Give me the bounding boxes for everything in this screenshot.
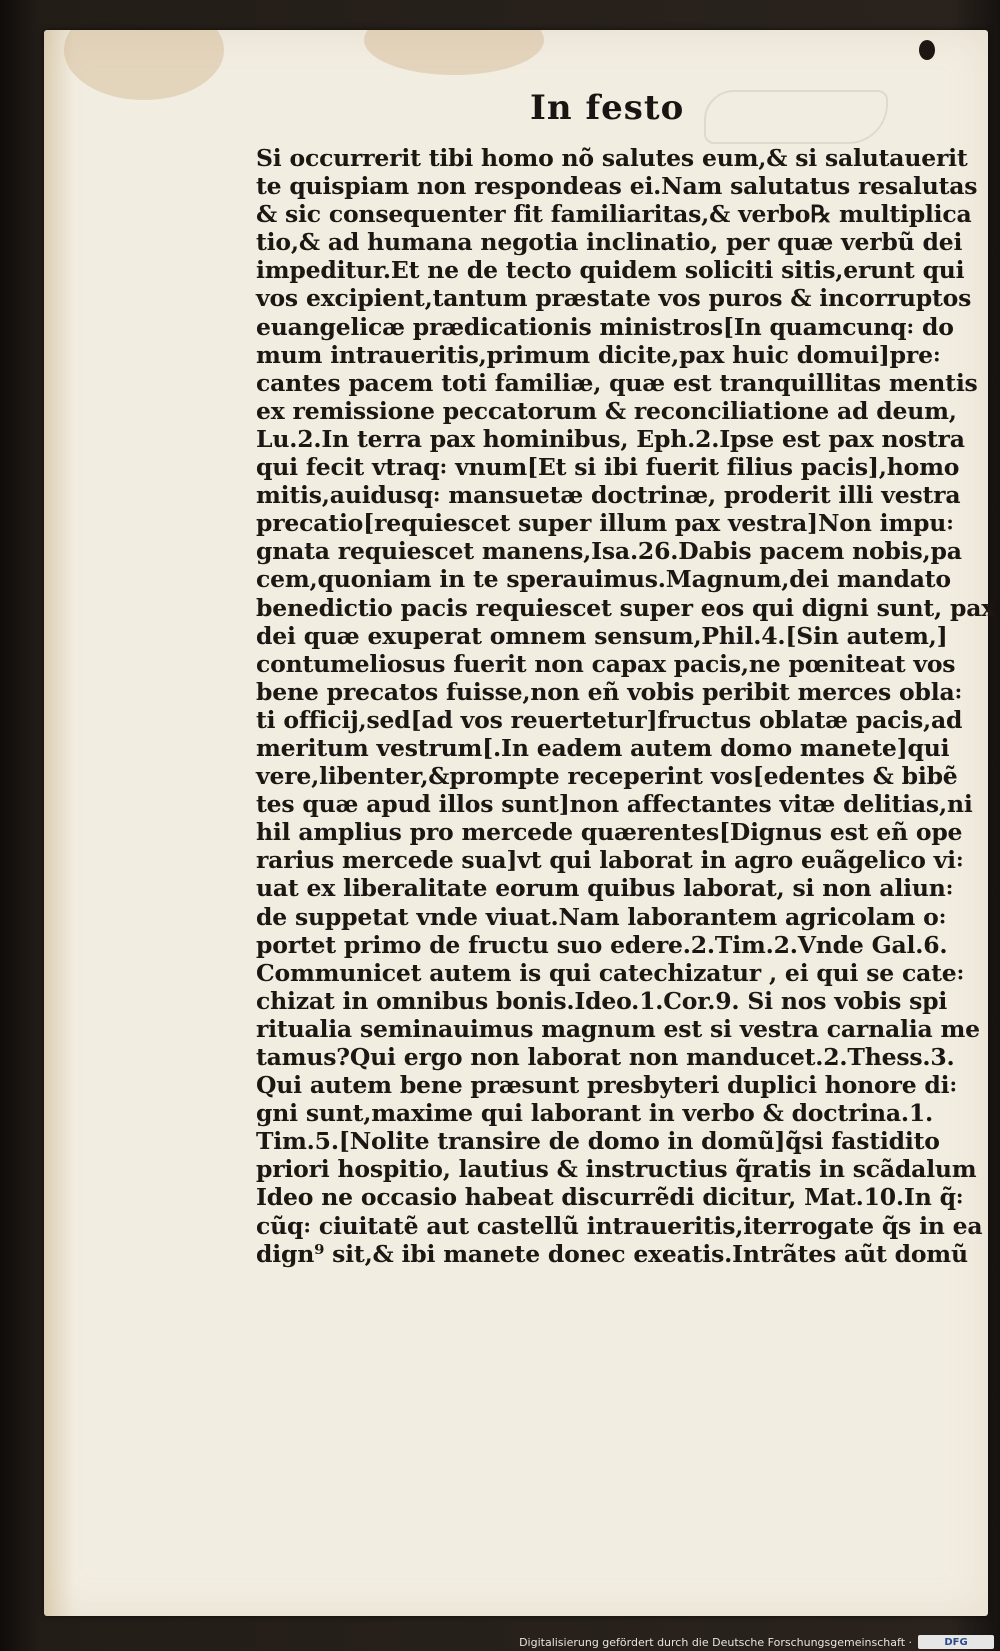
text-line: tio,& ad humana negotia inclinatio, per quæ verbũ dei [256,228,963,257]
text-line: Si occurrerit tibi homo nõ salutes eum,& si salutauerit [256,144,968,172]
text-line: meritum vestrum[.In eadem autem domo manete]qui [256,733,950,762]
page-stain [364,30,544,75]
text-line: hil amplius pro mercede quærentes[Dignus est eñ ope [256,818,963,847]
text-line: euangelicæ prædicationis ministros[In quamcunq꞉ do [256,312,954,341]
text-line: qui fecit vtraq꞉ vnum[Et si ibi fuerit filius pacis],homo [256,453,960,482]
text-line: Communicet autem is qui catechizatur , ei qui se cate꞉ [256,958,965,987]
text-line: te quispiam non respondeas ei.Nam salutatus resalutas [256,172,978,201]
text-line: cantes pacem toti familiæ, quæ est tranquillitas mentis [256,368,978,397]
text-line: bene precatos fuisse,non eñ vobis peribit merces obla꞉ [256,677,963,706]
text-line: de suppetat vnde viuat.Nam laborantem agricolam o꞉ [256,902,947,931]
text-line: tes quæ apud illos sunt]non affectantes vitæ delitias,ni [256,790,973,819]
text-line: chizat in omnibus bonis.Ideo.1.Cor.9. Si nos vobis spi [256,986,948,1015]
page-stain [64,30,224,100]
text-line: rarius mercede sua]vt qui laborat in agro euãgelico vi꞉ [256,846,964,875]
text-line: cũq꞉ ciuitatẽ aut castellũ intraueritis,iterrogate q̃s in ea [256,1211,983,1240]
text-line: contumeliosus fuerit non capax pacis,ne pœniteat vos [256,649,956,678]
faint-bleed-through-mark [704,90,888,144]
text-line: Lu.2.In terra pax hominibus, Eph.2.Ipse est pax nostra [256,424,965,453]
text-line: precatio[requiescet super illum pax vestra]Non impu꞉ [256,509,954,538]
text-line: cem,quoniam in te sperauimus.Magnum,dei mandato [256,565,951,594]
text-line: gnata requiescet manens,Isa.26.Dabis pacem nobis,pa [256,537,962,566]
text-line: uat ex liberalitate eorum quibus laborat, si non aliun꞉ [256,874,954,903]
text-line: dei quæ exuperat omnem sensum,Phil.4.[Sin autem,] [256,621,948,650]
text-line: gni sunt,maxime qui laborant in verbo & doctrina.1. [256,1099,933,1128]
text-line: portet primo de fructu suo edere.2.Tim.2.Vnde Gal.6. [256,930,948,959]
text-line: benedictio pacis requiescet super eos qui digni sunt, pax [256,593,996,622]
digitization-credit: Digitalisierung gefördert durch die Deutsche Forschungsgemeinschaft · [519,1636,912,1649]
page-edge-shadow [44,30,74,1616]
text-line: vos excipient,tantum præstate vos puros & incorruptos [256,284,972,313]
text-line: Tim.5.[Nolite transire de domo in domũ]q̃si fastidito [256,1127,940,1156]
text-line: ritualia seminauimus magnum est si vestra carnalia me [256,1014,980,1043]
ink-blot [919,40,935,60]
dfg-logo: DFG [918,1635,994,1649]
text-line: priori hospitio, lautius & instructius q̃ratis in scãdalum [256,1155,977,1184]
text-line: ex remissione peccatorum & reconciliatione ad deum, [256,396,957,425]
text-line: dign⁹ sit,& ibi manete donec exeatis.Intrãtes aũt domũ [256,1239,968,1268]
running-head: In festo [530,88,685,128]
text-line: mitis,auidusq꞉ mansuetæ doctrinæ, proderit illi vestra [256,481,961,510]
text-line: tamus?Qui ergo non laborat non manducet.2.Thess.3. [256,1043,955,1071]
text-line: mum intraueritis,primum dicite,pax huic domui]pre꞉ [256,340,941,369]
text-line: impeditur.Et ne de tecto quidem soliciti sitis,erunt qui [256,256,965,285]
text-line: Ideo ne occasio habeat discurrẽdi dicitur, Mat.10.In q̃꞉ [256,1183,964,1212]
text-line: & sic consequenter fit familiaritas,& verbo℞ multiplica [256,200,972,229]
text-line: Qui autem bene præsunt presbyteri duplici honore di꞉ [256,1071,958,1100]
body-text [256,144,996,1268]
text-line: ti officij,sed[ad vos reuertetur]fructus oblatæ pacis,ad [256,705,963,734]
text-line: vere,libenter,&prompte receperint vos[edentes & bibẽ [256,762,958,791]
